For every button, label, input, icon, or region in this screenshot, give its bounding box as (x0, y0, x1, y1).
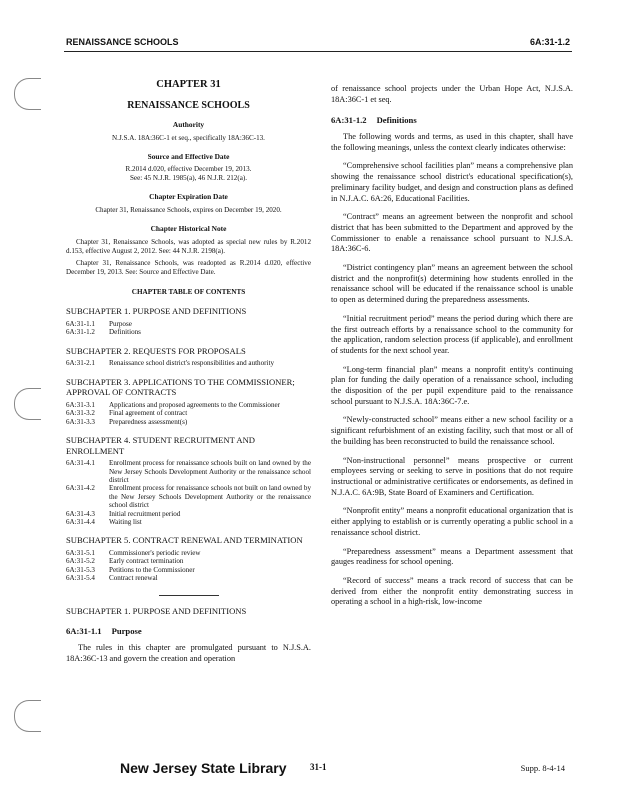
toc-entry (66, 418, 311, 426)
toc-entry-title: Preparedness assessment(s) (109, 417, 188, 426)
right-column (331, 84, 573, 616)
toc-entry-number: 6A:31-3.1 (66, 400, 95, 409)
toc-entry-title: Initial recruitment period (109, 509, 181, 518)
expiration-text: Chapter 31, Renaissance Schools, expires on December 19, 2020. (95, 205, 282, 214)
section-title: Definitions (376, 115, 417, 126)
definition-paragraph: “Nonprofit entity” means a nonprofit educational organization that is either applying to establish or is currently operating a public school in a renaissance school district. (331, 506, 573, 537)
history-heading: Chapter Historical Note (150, 223, 227, 233)
punch-hole-middle (14, 388, 41, 420)
toc-entry (66, 484, 311, 509)
table-of-contents (66, 306, 311, 582)
toc-subchapter: SUBCHAPTER 3. APPLICATIONS TO THE COMMISSIONER; APPROVAL OF CONTRACTS (66, 376, 295, 398)
supplement-date: Supp. 8-4-14 (520, 763, 565, 773)
toc-entry-title: Early contract termination (109, 557, 184, 566)
definition-paragraph: “Non-instructional personnel” means prospective or current employees serving or seeking to serve in positions that do not require instructional or administrative certificates or endorsements, as defined in N.J.A.C. 6A:9B, State Board of Examiners and Certification. (331, 455, 573, 497)
toc-entry-title: Definitions (109, 328, 141, 337)
definition-paragraph: “Initial recruitment period” means the period during which there are the first outreach efforts by a renaissance school to the community for the application, random selection process (if applicable), and enrollment of students for the next school year. (331, 313, 573, 355)
toc-entry (66, 459, 311, 484)
toc-entry (66, 518, 311, 526)
definition-paragraph: “District contingency plan” means an agreement between the school district and the nonprofit(s) determining how students enrolled in the renaissance school will be educated if the renaissance school is unable to open as determined during the preparedness assessments. (331, 263, 573, 305)
punch-hole-top (14, 78, 41, 110)
chapter-title: RENAISSANCE SCHOOLS (127, 99, 250, 111)
section-title: Purpose (111, 626, 142, 637)
definition-paragraph: “Newly-constructed school” means either a new school facility or a significant refurbishment of an existing facility, such that most or all of the building has been reconstructed to build the renaissance school. (331, 415, 573, 446)
toc-entry-title: Commissioner's periodic review (109, 549, 201, 557)
toc-entry (66, 549, 311, 557)
page-number: 31-1 (310, 762, 327, 772)
toc-entry (66, 574, 311, 582)
authority-text: N.J.S.A. 18A:36C-1 et seq., specifically 18A:36C-13. (112, 133, 265, 142)
toc-entry (66, 409, 311, 417)
toc-entry-title: Contract renewal (109, 574, 158, 583)
punch-hole-bottom (14, 700, 41, 732)
toc-entry (66, 328, 311, 336)
expiration-heading: Chapter Expiration Date (149, 192, 228, 202)
definition-paragraph: “Preparedness assessment” means a Department assessment that gauges readiness for school opening. (331, 546, 573, 567)
definitions-intro: The following words and terms, as used in this chapter, shall have the following meanings, unless the context clearly indicates otherwise: (331, 132, 573, 152)
definition-paragraph: “Contract” means an agreement between the nonprofit and school district that has been submitted to the Department and approved by the Commissioner to enable a renaissance school pursuant to N.J.S.A. 18A:36C-6. (331, 212, 573, 254)
toc-entry-title: Renaissance school district's responsibilities and authority (109, 359, 274, 368)
source-heading: Source and Effective Date (147, 151, 230, 161)
definitions-list (331, 132, 573, 608)
toc-entry (66, 566, 311, 574)
toc-entry-number: 6A:31-4.2 (66, 484, 95, 493)
header-title: RENAISSANCE SCHOOLS (66, 37, 179, 47)
toc-subchapter: SUBCHAPTER 1. PURPOSE AND DEFINITIONS (66, 306, 247, 317)
definition-paragraph: “Record of success” means a track record of success that can be derived from either the nonprofit entity demonstrating success in operating a school in a high-risk, low-income (331, 575, 573, 607)
purpose-text: The rules in this chapter are promulgated pursuant to N.J.S.A. 18A:36C-13 and govern the creation and operation (66, 642, 311, 663)
library-watermark: New Jersey State Library (120, 760, 287, 776)
history-text-1: Chapter 31, Renaissance Schools, was adopted as special new rules by R.2012 d.153, effective August 2, 2012. See: 44 N.J.R. 2198(a). (66, 237, 311, 255)
toc-entry (66, 320, 311, 328)
toc-entry-number: 6A:31-4.3 (66, 509, 95, 518)
left-column (66, 80, 311, 672)
page-footer (120, 760, 590, 780)
toc-entry-number: 6A:31-4.1 (66, 459, 95, 468)
toc-entry-number: 6A:31-2.1 (66, 359, 95, 368)
toc-entry-title: Petitions to the Commissioner (109, 565, 195, 574)
toc-entry-title: Purpose (109, 319, 132, 328)
toc-heading: CHAPTER TABLE OF CONTENTS (131, 287, 246, 296)
section-heading-definitions (331, 115, 573, 126)
toc-entry-number: 6A:31-1.2 (66, 328, 95, 337)
section-heading-purpose (66, 626, 311, 637)
toc-entry-number: 6A:31-5.1 (66, 549, 95, 557)
toc-entry-number: 6A:31-1.1 (66, 319, 95, 328)
toc-subchapter: SUBCHAPTER 4. STUDENT RECRUITMENT AND ENROLLMENT (66, 434, 255, 456)
header-rule (64, 51, 572, 52)
chapter-number: CHAPTER 31 (156, 79, 221, 90)
toc-entry-title: Enrollment process for renaissance schools not built on land owned by the New Jersey Schools Development Authority or the renaissance school district (109, 484, 311, 510)
header-section: 6A:31-1.2 (529, 37, 570, 47)
toc-entry (66, 557, 311, 565)
authority-heading: Authority (172, 120, 205, 130)
section-number: 6A:31-1.2 (331, 115, 367, 126)
toc-entry (66, 359, 311, 367)
toc-entry (66, 510, 311, 518)
toc-entry-number: 6A:31-3.3 (66, 417, 95, 426)
toc-entry-number: 6A:31-5.3 (66, 565, 95, 574)
toc-entry (66, 401, 311, 409)
toc-entry-title: Waiting list (109, 518, 142, 526)
toc-entry-title: Applications and proposed agreements to the Commissioner (109, 400, 281, 409)
toc-entry-number: 6A:31-4.4 (66, 518, 95, 526)
toc-entry-title: Enrollment process for renaissance schools built on land owned by the New Jersey Schools Development Authority or the renaissance school district (109, 459, 311, 484)
source-text-2: See: 45 N.J.R. 1985(a), 46 N.J.R. 212(a). (129, 174, 248, 183)
toc-entry-title: Final agreement of contract (109, 409, 188, 418)
section-number: 6A:31-1.1 (66, 626, 102, 637)
toc-entry-number: 6A:31-5.2 (66, 557, 95, 566)
continued-text: of renaissance school projects under the Urban Hope Act, N.J.S.A. 18A:36C-1 et seq. (331, 84, 573, 104)
subchapter-heading: SUBCHAPTER 1. PURPOSE AND DEFINITIONS (66, 605, 247, 616)
toc-subchapter: SUBCHAPTER 5. CONTRACT RENEWAL AND TERMINATION (66, 535, 303, 546)
source-text-1: R.2014 d.020, effective December 19, 2013. (125, 165, 252, 174)
definition-paragraph: “Comprehensive school facilities plan” means a comprehensive plan showing the renaissance school district's educational specification(s), preliminary facility budget, and design and construction plans as defined in N.J.A.C. 6A:26, Educational Facilities. (331, 161, 573, 203)
history-text-2: Chapter 31, Renaissance Schools, was readopted as R.2014 d.020, effective December 19, 2013. See: Source and Effective Date. (66, 258, 311, 276)
toc-entry-number: 6A:31-3.2 (66, 409, 95, 418)
toc-entry-number: 6A:31-5.4 (66, 574, 95, 583)
toc-subchapter: SUBCHAPTER 2. REQUESTS FOR PROPOSALS (66, 345, 246, 356)
running-header (66, 37, 570, 51)
divider (159, 595, 219, 596)
definition-paragraph: “Long-term financial plan” means a nonprofit entity's continuing plan for funding the daily operation of a renaissance school, including the disposition of the per pupil expenditure paid to the renaissance school pursuant to N.J.S.A. 18A:36C-7.e. (331, 364, 573, 406)
